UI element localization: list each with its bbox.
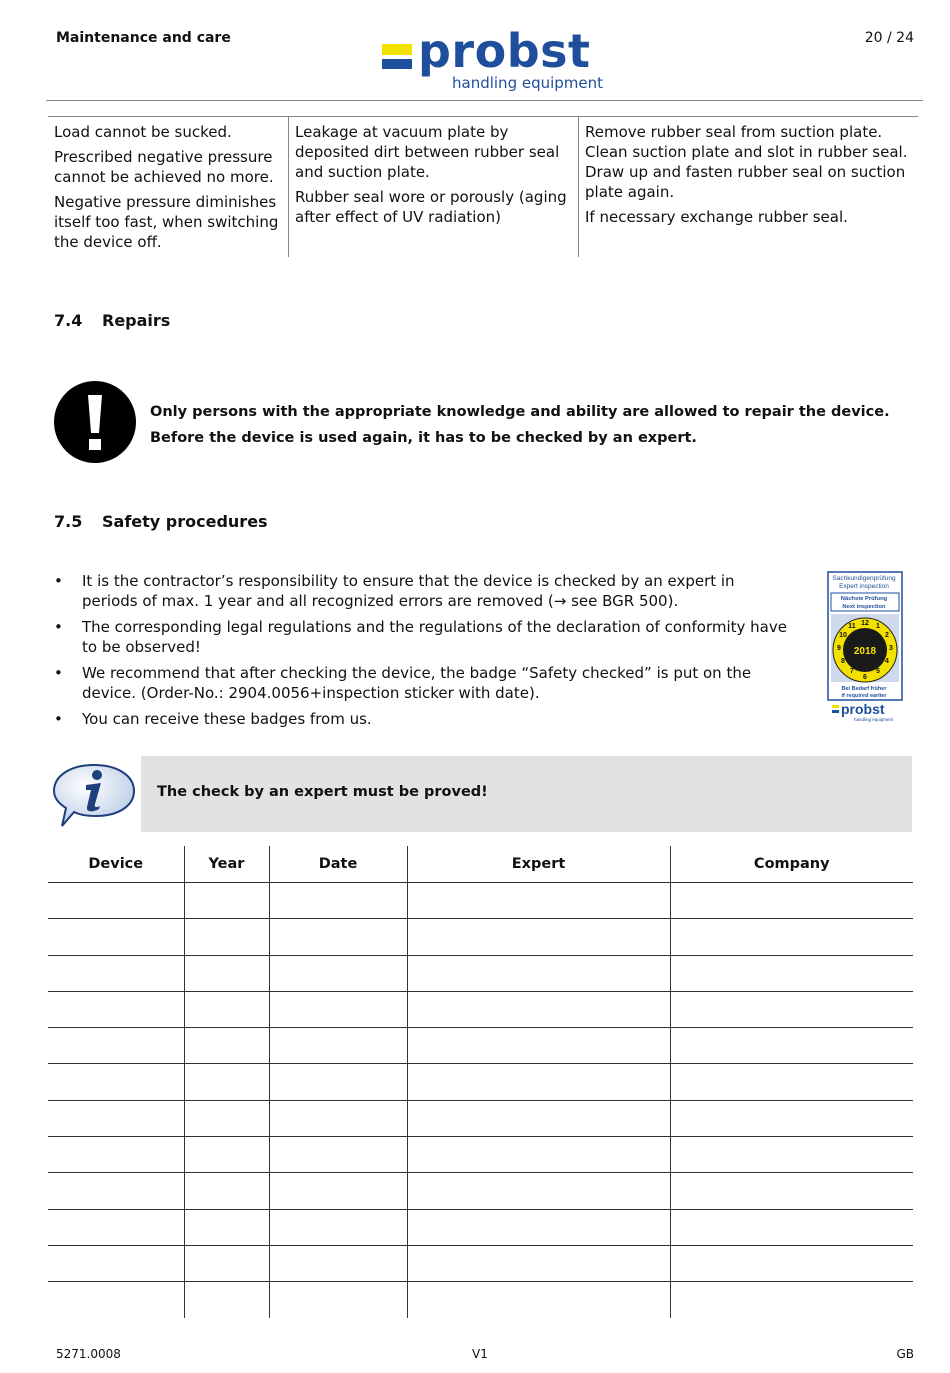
table-cell[interactable]: [670, 1028, 913, 1064]
table-row: [48, 919, 913, 955]
table-cell[interactable]: [184, 1209, 269, 1245]
table-cell[interactable]: [184, 1028, 269, 1064]
remedy-item: Clean suction plate and slot in rubber seal.: [585, 143, 908, 161]
table-cell[interactable]: [48, 1028, 184, 1064]
table-cell[interactable]: [184, 991, 269, 1027]
table-cell[interactable]: [48, 1282, 184, 1318]
table-cell[interactable]: [269, 1100, 407, 1136]
section-heading-repairs: [54, 311, 170, 330]
table-cell[interactable]: [269, 1282, 407, 1318]
table-cell[interactable]: [407, 919, 670, 955]
table-cell[interactable]: [48, 1209, 184, 1245]
table-cell[interactable]: [48, 883, 184, 919]
table-cell[interactable]: [269, 1028, 407, 1064]
sticker-line4: Next inspection: [842, 604, 886, 610]
table-row: [48, 1137, 913, 1173]
table-cell[interactable]: [269, 1173, 407, 1209]
table-cell[interactable]: [184, 1137, 269, 1173]
cause-item: Leakage at vacuum plate by deposited dirt between rubber seal and suction plate.: [295, 123, 560, 181]
table-row: [48, 955, 913, 991]
warning-text: [150, 399, 890, 451]
table-row: [48, 1245, 913, 1281]
table-cell[interactable]: [269, 1064, 407, 1100]
table-cell[interactable]: [48, 1137, 184, 1173]
table-row: [48, 1173, 913, 1209]
svg-text:4: 4: [885, 658, 889, 665]
troubleshooting-table: [48, 116, 918, 257]
bullet-item: • You can receive these badges from us.: [52, 709, 787, 729]
section-title: Repairs: [102, 311, 171, 330]
remedy-item: If necessary exchange rubber seal.: [585, 208, 848, 226]
table-cell[interactable]: [269, 1245, 407, 1281]
table-cell[interactable]: [670, 1245, 913, 1281]
table-cell[interactable]: [269, 1209, 407, 1245]
sticker-brand-tagline: handling equipment: [854, 717, 894, 722]
table-cell[interactable]: [48, 1064, 184, 1100]
footer-language: GB: [896, 1347, 914, 1361]
table-cell[interactable]: [184, 1100, 269, 1136]
table-cell[interactable]: [48, 1100, 184, 1136]
table-cell[interactable]: [184, 1173, 269, 1209]
table-cell[interactable]: [670, 1282, 913, 1318]
table-cell[interactable]: [269, 919, 407, 955]
section-number: 7.4: [54, 311, 83, 330]
cause-column: [288, 117, 578, 257]
header-section-title: Maintenance and care: [56, 30, 231, 46]
svg-text:7: 7: [850, 668, 854, 675]
table-cell[interactable]: [184, 1282, 269, 1318]
svg-text:11: 11: [848, 623, 856, 630]
table-cell[interactable]: [269, 1137, 407, 1173]
sticker-line2: Expert inspection: [839, 583, 889, 590]
svg-text:3: 3: [889, 645, 893, 652]
table-cell[interactable]: [269, 955, 407, 991]
svg-text:12: 12: [861, 620, 869, 627]
table-cell[interactable]: [407, 1064, 670, 1100]
page-number: 20 / 24: [864, 30, 914, 46]
table-cell[interactable]: [407, 1100, 670, 1136]
svg-text:10: 10: [839, 632, 847, 639]
cause-item: Rubber seal wore or porously (aging after effect of UV radiation): [295, 188, 567, 226]
table-cell[interactable]: [269, 991, 407, 1027]
bullet-item: • It is the contractor’s responsibility to ensure that the device is checked by an expert in periods of max. 1 year and all recognized errors are removed (→ see BGR 500).: [52, 571, 787, 611]
table-cell[interactable]: [407, 1245, 670, 1281]
table-cell[interactable]: [407, 1282, 670, 1318]
table-cell[interactable]: [184, 883, 269, 919]
column-header-company: Company: [670, 846, 913, 883]
svg-text:8: 8: [841, 658, 845, 665]
table-cell[interactable]: [269, 883, 407, 919]
table-cell[interactable]: [670, 1100, 913, 1136]
section-title: Safety procedures: [102, 512, 268, 531]
table-cell[interactable]: [407, 1137, 670, 1173]
table-cell[interactable]: [407, 1028, 670, 1064]
table-cell[interactable]: [670, 1137, 913, 1173]
logo-blue-bar: [382, 59, 412, 69]
section-heading-safety: [54, 512, 268, 531]
bullet-item: • The corresponding legal regulations and the regulations of the declaration of conformity have to be observed!: [52, 617, 787, 657]
table-cell[interactable]: [670, 1209, 913, 1245]
inspection-sticker: [826, 571, 904, 723]
table-row: [48, 1100, 913, 1136]
table-row: [48, 991, 913, 1027]
svg-text:2: 2: [885, 632, 889, 639]
table-cell[interactable]: [48, 991, 184, 1027]
table-cell[interactable]: [184, 1245, 269, 1281]
table-cell[interactable]: [407, 1173, 670, 1209]
svg-text:5: 5: [876, 668, 880, 675]
table-row: [48, 1209, 913, 1245]
footer-doc-number: 5271.0008: [56, 1347, 121, 1361]
remedy-item: Remove rubber seal from suction plate.: [585, 123, 883, 141]
table-cell[interactable]: [670, 991, 913, 1027]
table-cell[interactable]: [184, 955, 269, 991]
logo-word: probst: [418, 24, 591, 78]
exclamation-icon: [54, 381, 136, 463]
table-cell[interactable]: [670, 919, 913, 955]
svg-text:1: 1: [876, 623, 880, 630]
table-row: [48, 883, 913, 919]
table-cell[interactable]: [407, 955, 670, 991]
footer-version: V1: [472, 1347, 488, 1361]
remedy-column: [578, 117, 918, 257]
header-divider: [46, 100, 923, 101]
sticker-line3: Nächste Prüfung: [840, 596, 888, 602]
sticker-line1: Sachkundigenprüfung: [832, 575, 896, 582]
table-cell[interactable]: [48, 919, 184, 955]
table-row: [48, 1028, 913, 1064]
bullet-item: • We recommend that after checking the device, the badge “Safety checked” is put on the device. (Order-No.: 2904.0056+inspection sticker with date).: [52, 663, 787, 703]
inspection-log-table: [48, 846, 913, 1318]
table-cell[interactable]: [184, 919, 269, 955]
info-text: The check by an expert must be proved!: [157, 784, 488, 800]
table-row: [48, 1064, 913, 1100]
column-header-expert: Expert: [407, 846, 670, 883]
column-header-device: Device: [48, 846, 184, 883]
svg-text:9: 9: [837, 645, 841, 652]
logo-tagline: handling equipment: [452, 74, 604, 92]
svg-text:6: 6: [863, 674, 867, 681]
problem-item: Negative pressure diminishes itself too fast, when switching the device off.: [54, 193, 279, 251]
table-cell[interactable]: [407, 883, 670, 919]
table-cell[interactable]: [670, 955, 913, 991]
section-number: 7.5: [54, 512, 83, 531]
table-header-row: [48, 846, 913, 883]
column-header-date: Date: [269, 846, 407, 883]
warning-line: Before the device is used again, it has to be checked by an expert.: [150, 430, 697, 446]
table-cell[interactable]: [407, 991, 670, 1027]
info-icon: [52, 762, 136, 828]
problem-column: [48, 117, 288, 257]
problem-item: Prescribed negative pressure cannot be achieved no more.: [54, 148, 274, 186]
sticker-brand: probst: [841, 701, 885, 717]
column-header-year: Year: [184, 846, 269, 883]
table-cell[interactable]: [670, 1064, 913, 1100]
sticker-bottom1: Bei Bedarf früher: [841, 686, 887, 692]
problem-item: Load cannot be sucked.: [54, 123, 232, 141]
table-cell[interactable]: [670, 883, 913, 919]
probst-logo: [382, 24, 622, 100]
table-cell[interactable]: [48, 955, 184, 991]
safety-bullet-list: [52, 571, 787, 735]
table-cell[interactable]: [184, 1064, 269, 1100]
sticker-bottom2: if required earlier: [841, 693, 887, 699]
remedy-item: Draw up and fasten rubber seal on suction plate again.: [585, 163, 906, 201]
table-cell[interactable]: [670, 1173, 913, 1209]
table-row: [48, 1282, 913, 1318]
table-cell[interactable]: [48, 1173, 184, 1209]
table-cell[interactable]: [407, 1209, 670, 1245]
logo-yellow-bar: [382, 44, 412, 55]
sticker-year: 2018: [853, 646, 877, 657]
table-cell[interactable]: [48, 1245, 184, 1281]
warning-line: Only persons with the appropriate knowledge and ability are allowed to repair the device.: [150, 404, 890, 420]
